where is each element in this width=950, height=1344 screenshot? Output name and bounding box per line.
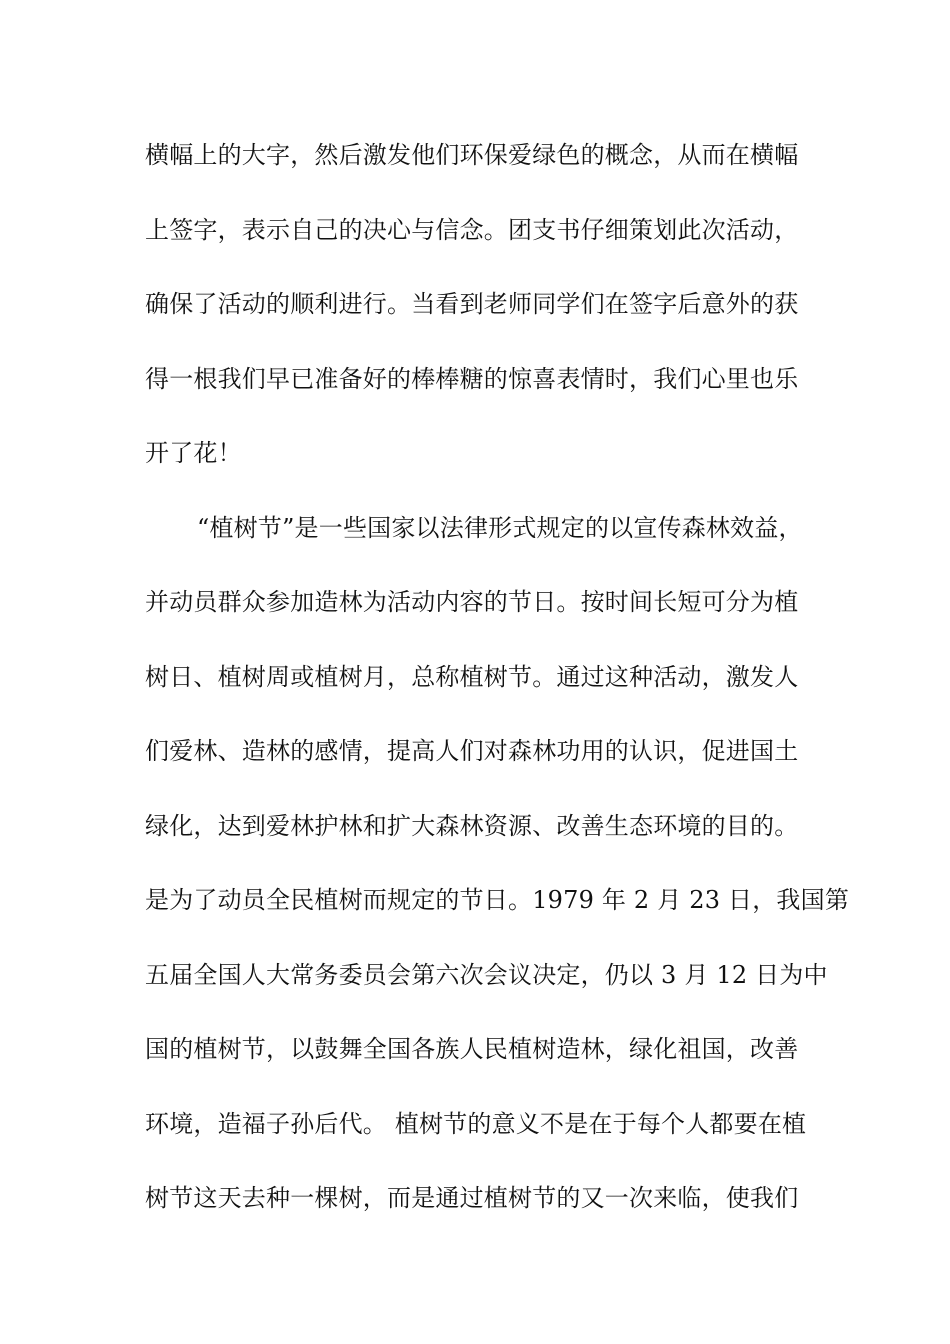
text-line: 环境，造福子孙后代。 植树节的意义不是在于每个人都要在植 [145,1109,807,1138]
text-line: 是为了动员全民植树而规定的节日。1979 年 2 月 23 日，我国第 [145,886,850,914]
text-line: 绿化，达到爱林护林和扩大森林资源、改善生态环境的目的。 [145,811,799,840]
text-line: 并动员群众参加造林为活动内容的节日。按时间长短可分为植 [145,588,799,616]
paragraph-start-line: “植树节”是一些国家以法律形式规定的以宣传森林效益， [197,513,803,542]
text-line: 上签字，表示自己的决心与信念。团支书仔细策划此次活动， [145,215,799,244]
text-line: 树日、植树周或植树月，总称植树节。通过这种活动，激发人 [145,662,799,691]
text-line: 横幅上的大字，然后激发他们环保爱绿色的概念，从而在横幅 [145,141,799,169]
text-line: 得一根我们早已准备好的棒棒糖的惊喜表情时，我们心里也乐 [145,364,799,393]
text-line: 们爱林、造林的感情，提高人们对森林功用的认识，促进国土 [145,737,799,765]
text-line: 树节这天去种一棵树，而是通过植树节的又一次来临，使我们 [145,1184,799,1212]
text-line: 国的植树节，以鼓舞全国各族人民植树造林，绿化祖国，改善 [145,1035,799,1063]
text-line: 五届全国人大常务委员会第六次会议决定，仍以 3 月 12 日为中 [145,960,828,989]
text-line: 开了花！ [145,439,242,467]
text-line: 确保了活动的顺利进行。当看到老师同学们在签字后意外的获 [145,290,799,318]
body-text [145,118,850,1236]
